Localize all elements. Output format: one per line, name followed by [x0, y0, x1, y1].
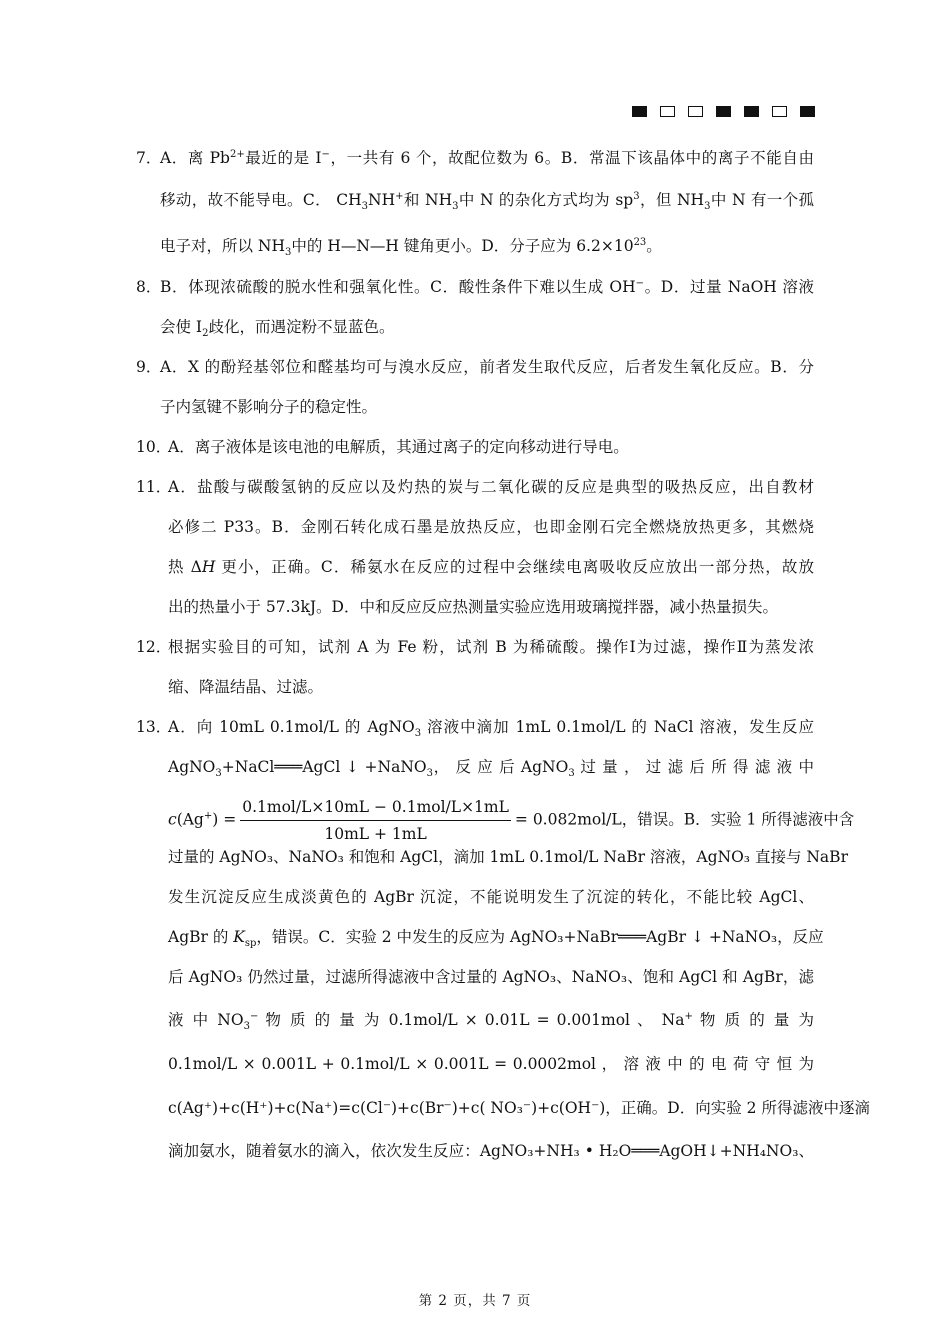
- q11-line-2: 必修二 P33。B．金刚石转化成石墨是放热反应，也即金刚石完全燃烧放热更多，其燃烧: [168, 518, 814, 536]
- q11-line-4: 出的热量小于 57.3kJ。D．中和反应反应热测量实验应选用玻璃搅拌器，减小热量损失。: [168, 598, 778, 616]
- q11-number: 11．: [136, 478, 172, 496]
- header-mark-empty: [660, 106, 675, 117]
- q13-line-10: c(Ag⁺)+c(H⁺)+c(Na⁺)=c(Cl⁻)+c(Br⁻)+c( NO₃⁻)+c(OH⁻)，正确。D．向实验 2 所得滤液中逐滴: [168, 1099, 870, 1117]
- q12-number: 12．: [136, 638, 172, 656]
- q7-line-3: 电子对，所以 $NH_3$中的 H—N—H 键角更小。D．分子应为 $6.2\times 10^{23}$。: [160, 236, 662, 259]
- q9-line-1: A．X 的酚羟基邻位和醛基均可与溴水反应，前者发生取代反应，后者发生氧化反应。B．分: [160, 358, 814, 376]
- q10-line-1: A．离子液体是该电池的电解质，其通过离子的定向移动进行导电。: [168, 438, 629, 456]
- q13-line-4: 过量的 AgNO₃、NaNO₃ 和饱和 AgCl，滴加 1mL 0.1mol/L NaBr 溶液，AgNO₃ 直接与 NaBr: [168, 848, 848, 866]
- header-mark-empty: [772, 106, 787, 117]
- concentration-fraction: [240, 796, 511, 845]
- q13-line-11: 滴加氨水，随着氨水的滴入，依次发生反应：AgNO₃+NH₃ • H₂O═══AgOH↓+NH₄NO₃、: [168, 1142, 814, 1160]
- q13-line-5: 发生沉淀反应生成淡黄色的 AgBr 沉淀，不能说明发生了沉淀的转化，不能比较 AgCl、: [168, 888, 814, 906]
- page-footer: 第 2 页，共 7 页: [418, 1293, 532, 1309]
- q8-number: 8．: [136, 278, 162, 296]
- q8-line-2: 会使 $I_2$歧化，而遇淀粉不显蓝色。: [160, 318, 395, 340]
- header-mark-empty: [688, 106, 703, 117]
- q13-line-8: 液 中 $NO_3^-$ 物 质 的 量 为 0.1mol/L × 0.01L = 0.001mol 、 Na+ 物 质 的 量 为: [168, 1010, 814, 1033]
- header-marks: [632, 106, 815, 117]
- q13-line-1: A．向 10mL 0.1mol/L 的 AgNO$_3$ 溶液中滴加 1mL 0.1mol/L 的 NaCl 溶液，发生反应: [168, 718, 814, 740]
- q10-number: 10．: [136, 438, 172, 456]
- q9-line-2: 子内氢键不影响分子的稳定性。: [160, 398, 378, 416]
- q9-number: 9．: [136, 358, 162, 376]
- q11-line-1: A．盐酸与碳酸氢钠的反应以及灼热的炭与二氧化碳的反应是典型的吸热反应，出自教材: [168, 478, 814, 496]
- header-mark-filled: [744, 106, 759, 117]
- q13-line-7: 后 AgNO₃ 仍然过量，过滤所得滤液中含过量的 AgNO₃、NaNO₃、饱和 AgCl 和 AgBr，滤: [168, 968, 814, 986]
- q13-line-9: 0.1mol/L × 0.001L + 0.1mol/L × 0.001L = 0.0002mol ， 溶 液 中 的 电 荷 守 恒 为: [168, 1055, 814, 1073]
- q12-line-1: 根据实验目的可知，试剂 A 为 Fe 粉，试剂 B 为稀硫酸。操作Ⅰ为过滤，操作Ⅱ为蒸发浓: [168, 638, 814, 656]
- header-mark-filled: [800, 106, 815, 117]
- q8-line-1: B．体现浓硫酸的脱水性和强氧化性。C．酸性条件下难以生成 OH−。D．过量 NaOH 溶液: [160, 277, 814, 296]
- q13-line-2: AgNO$_3$+NaCl═══AgCl ↓ +NaNO$_3$， 反 应 后 AgNO$_3$ 过 量 ， 过 滤 后 所 得 滤 液 中: [168, 758, 814, 780]
- header-mark-filled: [716, 106, 731, 117]
- q13-line-3-formula: c(Ag+) = $\frac{\text{0.1mol/L×10mL − 0.1mol/L×1mL}}{10mL + 1mL}$ = 0.082mol/L，错误。B．实验 1 所得滤液中含: [168, 798, 855, 843]
- q13-line-6: AgBr 的 $K_{sp}$，错误。C．实验 2 中发生的反应为 AgNO₃+NaBr═══AgBr ↓ +NaNO₃，反应: [168, 928, 824, 950]
- header-mark-filled: [632, 106, 647, 117]
- q7-line-2: 移动，故不能导电。C． $CH_3NH^+$和 $NH_3$中 N 的杂化方式均为 $sp^3$，但 $NH_3$中 N 有一个孤: [160, 190, 814, 213]
- q7-number: 7．: [136, 149, 162, 167]
- fraction-numerator: 0.1mol/L×10mL − 0.1mol/L×1mL: [240, 796, 511, 821]
- fraction-denominator: 10mL + 1mL: [324, 825, 427, 843]
- q13-number: 13．: [136, 718, 172, 736]
- q11-line-3: 热 ΔH 更小，正确。C．稀氨水在反应的过程中会继续电离吸收反应放出一部分热，故放: [168, 558, 814, 576]
- q12-line-2: 缩、降温结晶、过滤。: [168, 678, 324, 696]
- q7-line-1: A．离 $Pb^{2+}$最近的是 I−，一共有 6 个，故配位数为 6。B．常温下该晶体中的离子不能自由: [160, 148, 814, 167]
